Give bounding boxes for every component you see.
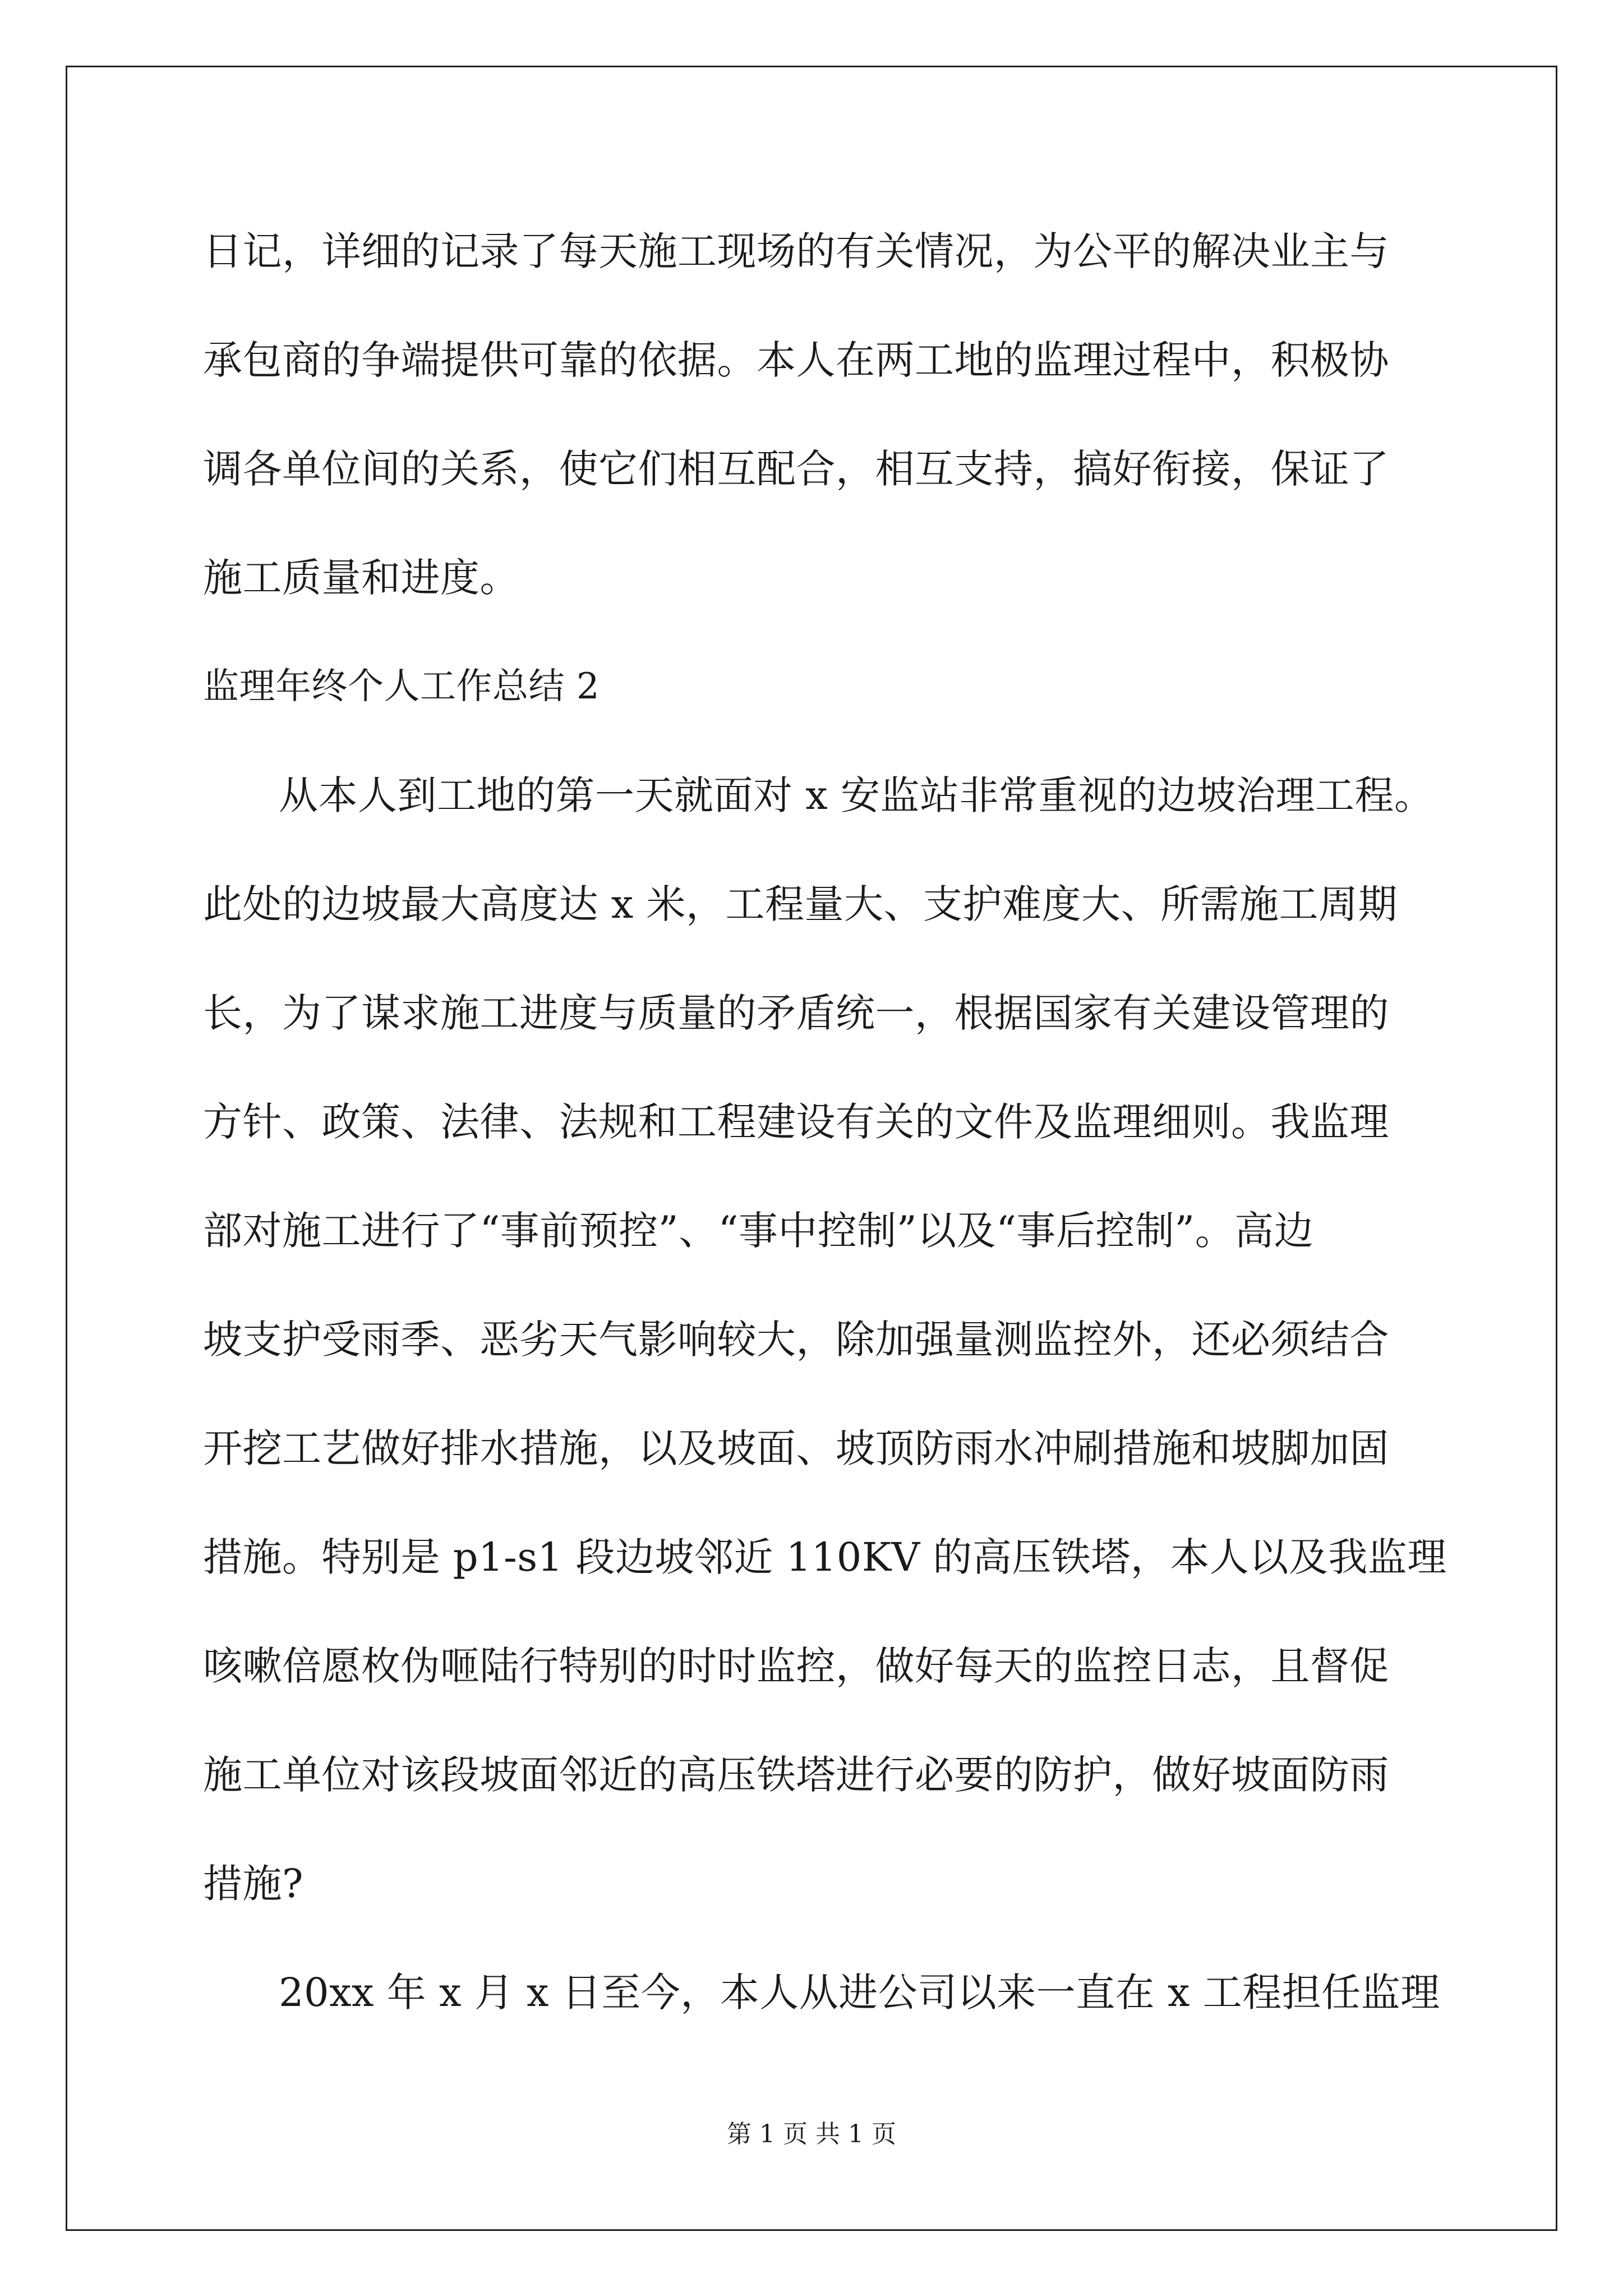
page-number-label: 第 1 页 共 1 页 <box>727 2120 896 2148</box>
text-line: 坡支护受雨季、恶劣天气影响较大，除加强量测监控外，还必须结合 <box>203 1317 1389 1363</box>
paragraph-start-line: 从本人到工地的第一天就面对 x 安监站非常重视的边坡治理工程。 <box>279 772 1434 818</box>
text-line: 承包商的争端提供可靠的依据。本人在两工地的监理过程中，积极协 <box>203 337 1389 383</box>
page-footer <box>0 2118 1623 2151</box>
text-line: 施工质量和进度。 <box>203 555 519 601</box>
paragraph-start-line: 20xx 年 x 月 x 日至今，本人从进公司以来一直在 x 工程担任监理 <box>279 1970 1440 2016</box>
text-line: 咳嗽倍愿枚伪咂陆行特别的时时监控，做好每天的监控日志，且督促 <box>203 1643 1389 1689</box>
section-heading: 监理年终个人工作总结 2 <box>203 666 600 707</box>
text-line: 日记，详细的记录了每天施工现场的有关情况，为公平的解决业主与 <box>203 228 1389 274</box>
text-line: 措施? <box>203 1861 304 1907</box>
document-body <box>203 218 1447 2068</box>
text-line: 施工单位对该段坡面邻近的高压铁塔进行必要的防护，做好坡面防雨 <box>203 1752 1389 1798</box>
text-line: 长，为了谋求施工进度与质量的矛盾统一，根据国家有关建设管理的 <box>203 990 1389 1036</box>
text-line: 此处的边坡最大高度达 x 米，工程量大、支护难度大、所需施工周期 <box>203 881 1398 927</box>
text-line: 措施。特别是 p1-s1 段边坡邻近 110KV 的高压铁塔，本人以及我监理 <box>203 1534 1447 1580</box>
text-line: 方针、政策、法律、法规和工程建设有关的文件及监理细则。我监理 <box>203 1099 1389 1145</box>
text-line: 开挖工艺做好排水措施，以及坡面、坡顶防雨水冲刷措施和坡脚加固 <box>203 1425 1389 1471</box>
text-line: 部对施工进行了“事前预控”、“事中控制”以及“事后控制”。高边 <box>203 1208 1314 1254</box>
text-line: 调各单位间的关系，使它们相互配合，相互支持，搞好衔接，保证了 <box>203 446 1389 492</box>
